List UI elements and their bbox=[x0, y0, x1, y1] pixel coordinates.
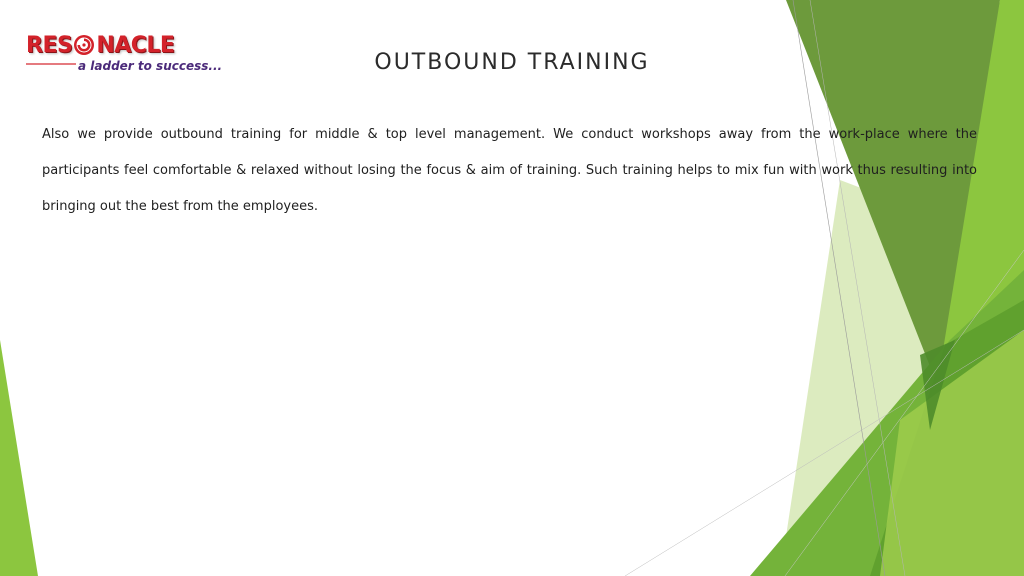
logo-brand bbox=[26, 30, 174, 60]
logo-brand-left: RES bbox=[26, 32, 73, 58]
page-title: OUTBOUND TRAINING bbox=[374, 50, 650, 75]
swirl-icon bbox=[73, 34, 95, 56]
resonacle-logo bbox=[26, 30, 258, 76]
left-green-sliver bbox=[0, 340, 38, 576]
body-paragraph: Also we provide outbound training for middle & top level management. We conduct workshops away from the work-place where the participants feel comfortable & relaxed without losing the focus & aim of training. Such training helps to mix fun with work thus resulting into bringing out the best from the employees. bbox=[42, 127, 977, 214]
logo-underline bbox=[26, 63, 76, 65]
logo-brand-right: NACLE bbox=[96, 32, 175, 58]
logo-tagline: a ladder to success... bbox=[78, 59, 223, 73]
